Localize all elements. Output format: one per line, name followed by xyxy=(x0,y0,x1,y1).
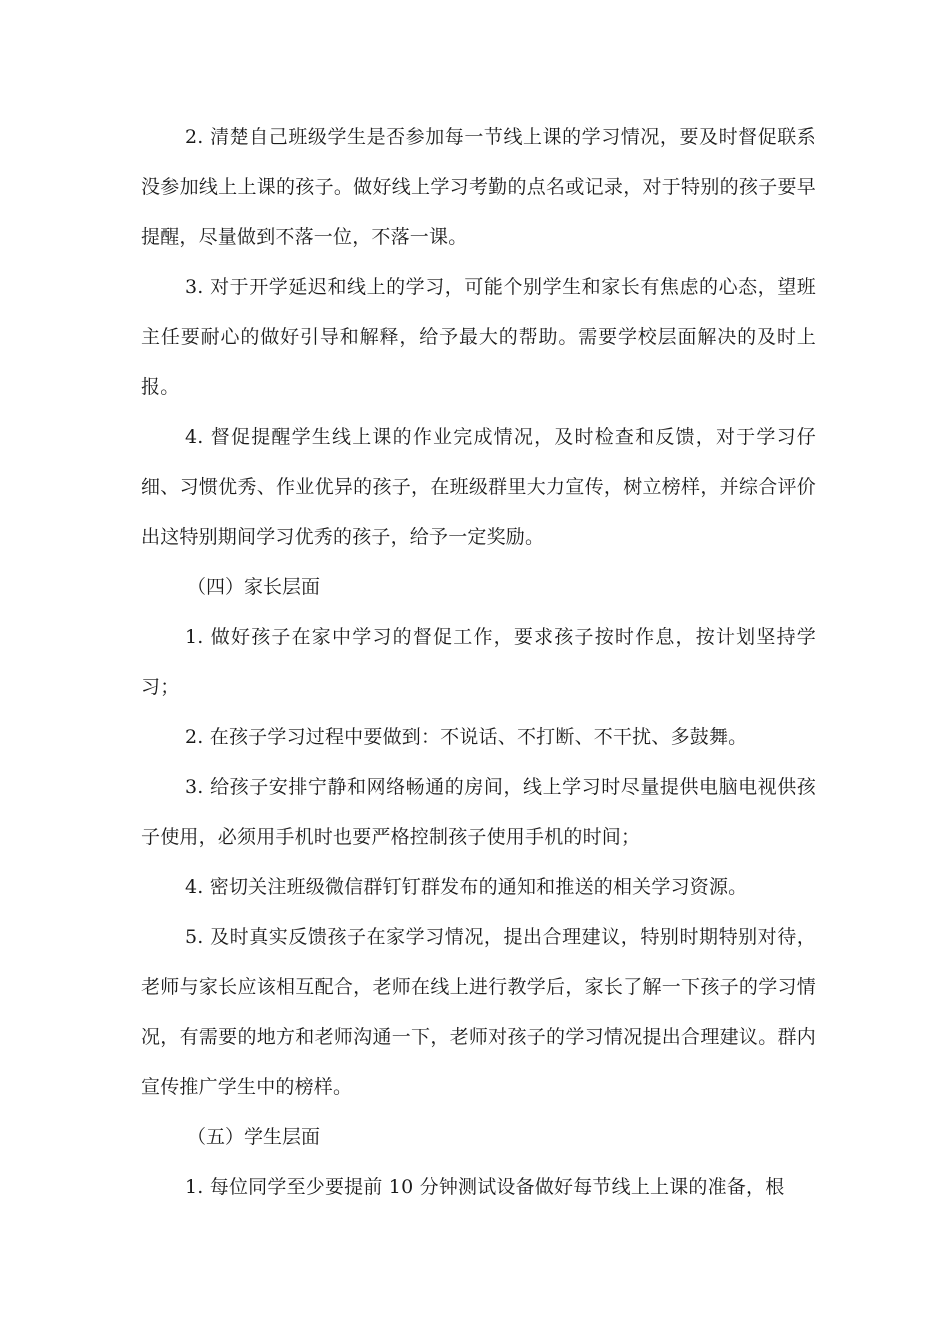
paragraph-item-2: 2. 清楚自己班级学生是否参加每一节线上课的学习情况，要及时督促联系没参加线上上课的孩子。做好线上学习考勤的点名或记录，对于特别的孩子要早提醒，尽量做到不落一位，不落一课。 xyxy=(141,126,816,248)
paragraph-item-4: 4. 督促提醒学生线上课的作业完成情况，及时检查和反馈，对于学习仔细、习惯优秀、作业优异的孩子，在班级群里大力宣传，树立榜样，并综合评价出这特别期间学习优秀的孩子，给予一定奖励。 xyxy=(141,426,816,548)
section-heading-parents: （四）家长层面 xyxy=(187,576,321,598)
parent-item-4: 4. 密切关注班级微信群钉钉群发布的通知和推送的相关学习资源。 xyxy=(185,876,748,898)
parent-item-2: 2. 在孩子学习过程中要做到：不说话、不打断、不干扰、多鼓舞。 xyxy=(185,726,748,748)
parent-item-5: 5. 及时真实反馈孩子在家学习情况，提出合理建议，特别时期特别对待，老师与家长应该相互配合，老师在线上进行教学后，家长了解一下孩子的学习情况，有需要的地方和老师沟通一下，老师对孩子的学习情况提出合理建议。群内宣传推广学生中的榜样。 xyxy=(141,926,816,1098)
document-page xyxy=(141,112,816,1212)
student-item-1: 1. 每位同学至少要提前 10 分钟测试设备做好每节线上上课的准备，根 xyxy=(185,1176,785,1198)
parent-item-1: 1. 做好孩子在家中学习的督促工作，要求孩子按时作息，按计划坚持学习； xyxy=(141,626,816,698)
paragraph-item-3: 3. 对于开学延迟和线上的学习，可能个别学生和家长有焦虑的心态，望班主任要耐心的做好引导和解释，给予最大的帮助。需要学校层面解决的及时上报。 xyxy=(141,276,816,398)
section-heading-students: （五）学生层面 xyxy=(187,1126,321,1148)
parent-item-3: 3. 给孩子安排宁静和网络畅通的房间，线上学习时尽量提供电脑电视供孩子使用，必须用手机时也要严格控制孩子使用手机的时间； xyxy=(141,776,816,848)
